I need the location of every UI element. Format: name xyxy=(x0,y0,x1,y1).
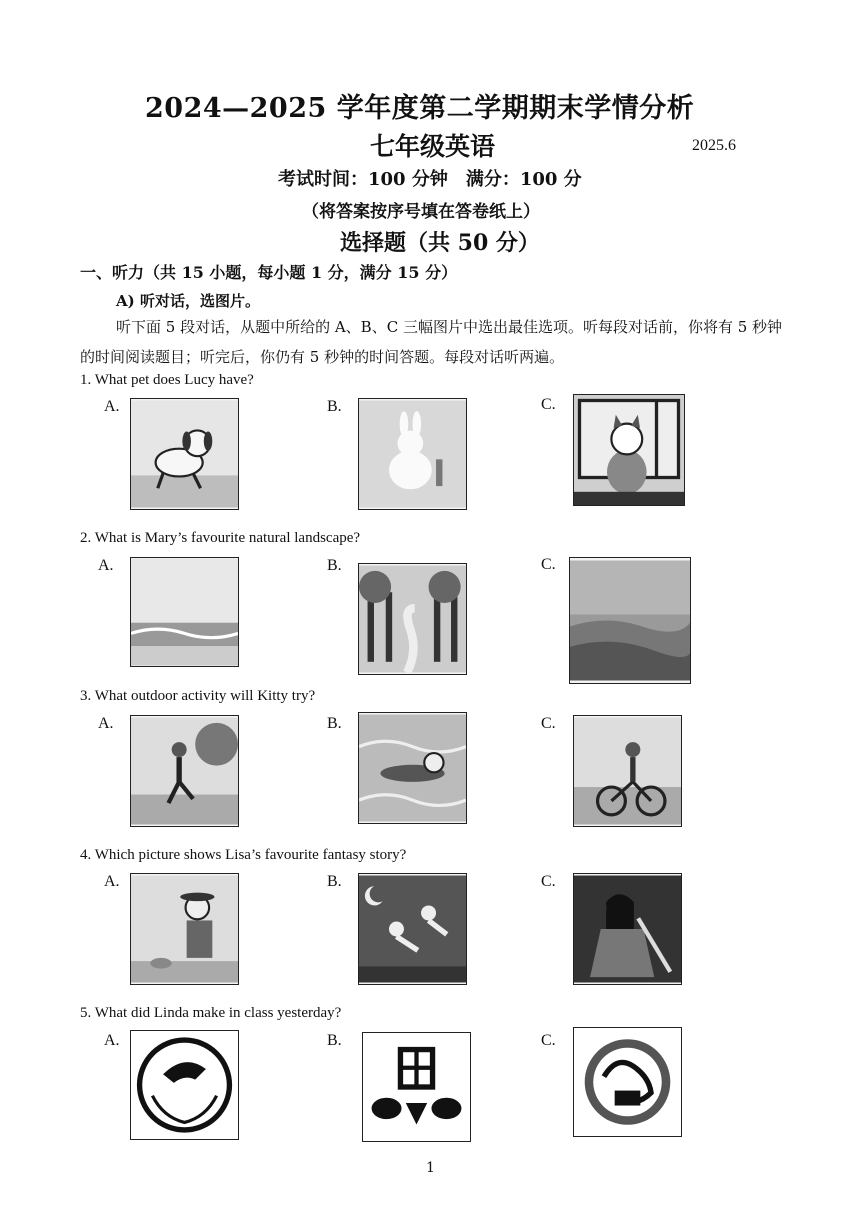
forest-picture xyxy=(358,563,467,675)
answer-note: （将答案按序号填在答卷纸上） xyxy=(302,202,540,222)
rabbit-picture xyxy=(358,398,467,510)
option-label: A. xyxy=(104,398,120,415)
part-heading: 一、听力（共 15 小题，每小题 1 分，满分 15 分） xyxy=(80,263,458,282)
instruction-text: 听下面 5 段对话，从题中所给的 A、B、C 三幅图片中选出最佳选项。听每段对话前，你将有 5 秒钟的时间阅读题目；听完后，你仍有 5 秒钟的时间答题。每段对话听两遍。 xyxy=(80,318,783,366)
choice-heading: 选择题（共 50 分） xyxy=(340,230,540,256)
option-label: B. xyxy=(327,715,342,732)
exam-date: 2025.6 xyxy=(692,137,736,154)
exam-info: 考试时间：100 分钟 满分：100 分 xyxy=(278,169,582,190)
question-3: 3. What outdoor activity will Kitty try? xyxy=(80,688,316,704)
flying-children-picture xyxy=(358,873,467,985)
beach-picture xyxy=(130,557,239,667)
paper-cut-double-happiness-picture xyxy=(362,1032,471,1142)
question-5: 5. What did Linda make in class yesterday? xyxy=(80,1005,342,1021)
option-label: C. xyxy=(541,396,556,413)
running-picture xyxy=(130,715,239,827)
question-1: 1. What pet does Lucy have? xyxy=(80,372,254,388)
section-heading: A) 听对话，选图片。 xyxy=(116,292,260,310)
option-label: B. xyxy=(327,398,342,415)
page-number: 1 xyxy=(426,1160,435,1176)
paper-cut-bird-picture xyxy=(130,1030,239,1140)
cycling-picture xyxy=(573,715,682,827)
option-label: A. xyxy=(98,715,114,732)
option-label: A. xyxy=(104,1032,120,1049)
option-label: A. xyxy=(104,873,120,890)
dog-picture xyxy=(130,398,239,510)
option-label: B. xyxy=(327,873,342,890)
option-label: C. xyxy=(541,715,556,732)
page-title: 2024—2025 学年度第二学期期末学情分析 xyxy=(145,93,695,124)
question-4: 4. Which picture shows Lisa’s favourite fantasy story? xyxy=(80,847,407,863)
question-2: 2. What is Mary’s favourite natural landscape? xyxy=(80,530,361,546)
cat-picture xyxy=(573,394,685,506)
option-label: A. xyxy=(98,557,114,574)
option-label: B. xyxy=(327,557,342,574)
option-label: B. xyxy=(327,1032,342,1049)
subject-title: 七年级英语 xyxy=(370,132,496,161)
desert-picture xyxy=(569,557,691,684)
option-label: C. xyxy=(541,873,556,890)
option-label: C. xyxy=(541,1032,556,1049)
option-label: C. xyxy=(541,556,556,573)
swimming-picture xyxy=(358,712,467,824)
paper-cut-dragon-picture xyxy=(573,1027,682,1137)
old-man-fishing-picture xyxy=(130,873,239,985)
mulan-picture xyxy=(573,873,682,985)
